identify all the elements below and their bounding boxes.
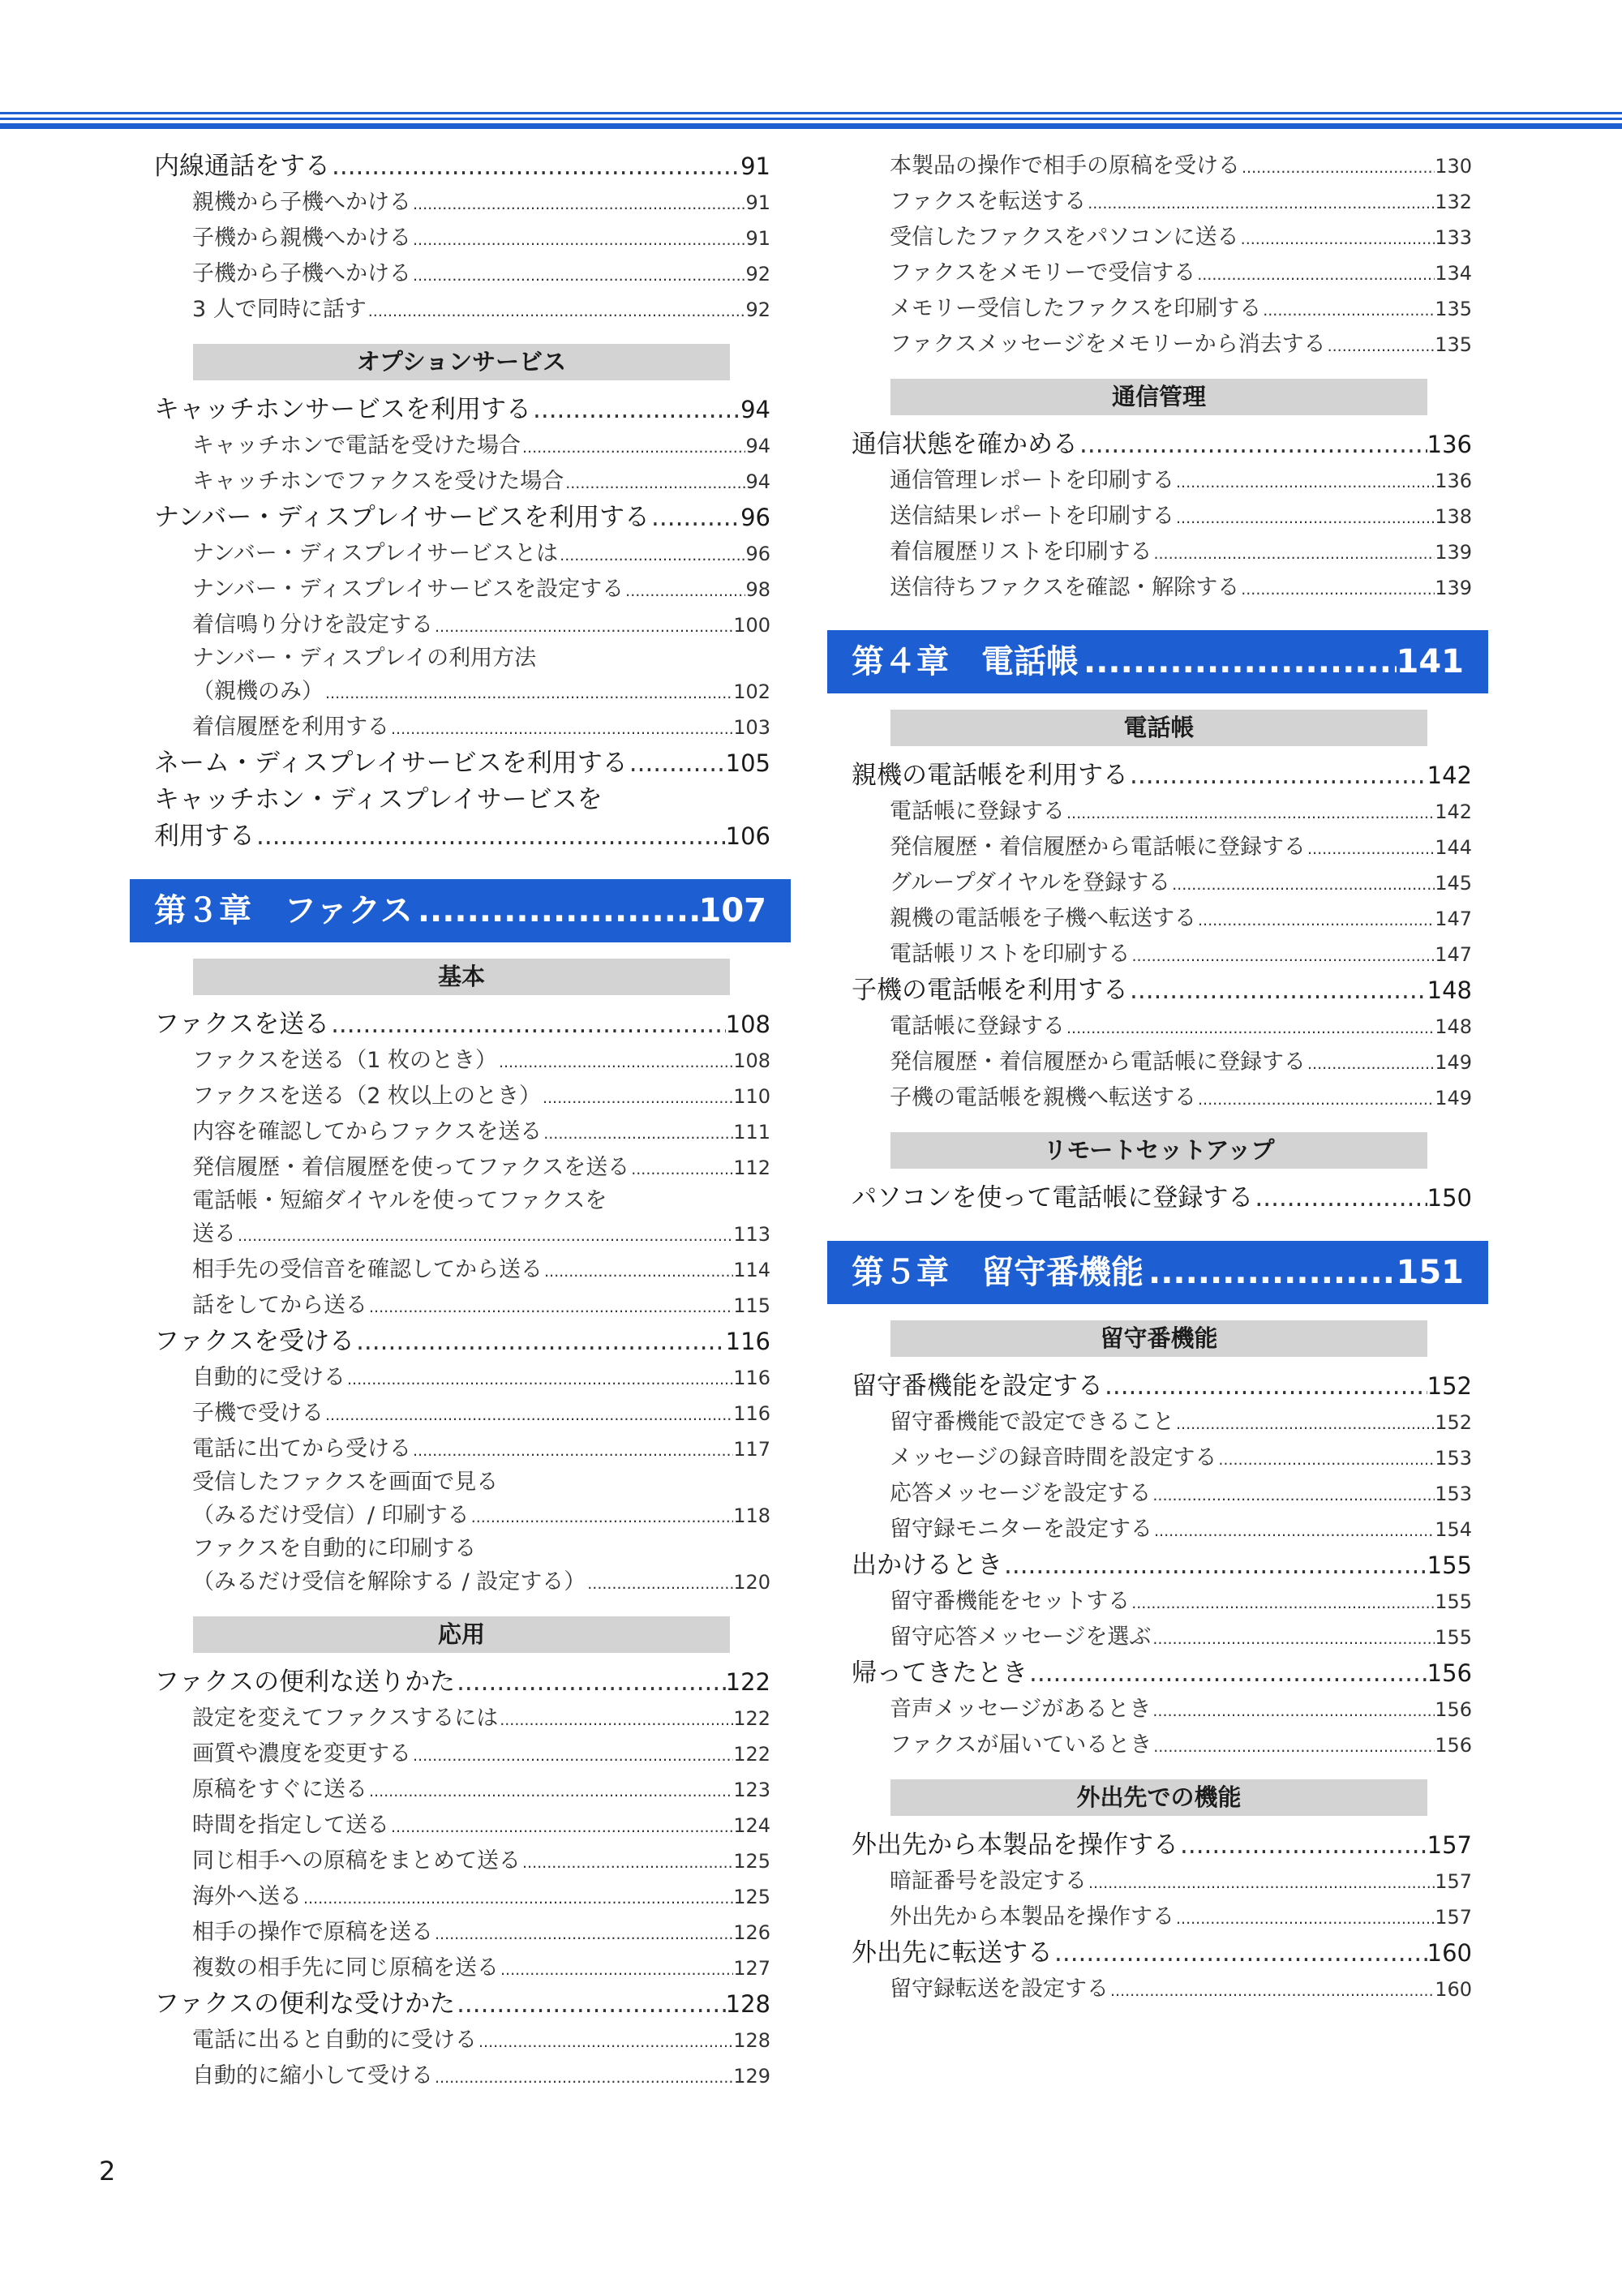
toc-subentry[interactable]: （みるだけ受信を解除する / 設定する） ..... 120 bbox=[154, 1564, 770, 1600]
toc-subentry[interactable]: 送信結果レポートを印刷する ..... 138 bbox=[852, 499, 1472, 534]
header-rule-thin-1 bbox=[0, 112, 1622, 114]
chapter-title: 第３章 ファクス bbox=[154, 892, 413, 929]
toc-subentry[interactable]: メモリー受信したファクスを印刷する ..... 135 bbox=[852, 291, 1472, 327]
toc-subentry[interactable]: ナンバー・ディスプレイサービスを設定する ..... 98 bbox=[154, 572, 770, 607]
toc-subentry[interactable]: 本製品の操作で相手の原稿を受ける ..... 130 bbox=[852, 148, 1472, 184]
toc-subentry[interactable]: 電話帳リストを印刷する ..... 147 bbox=[852, 937, 1472, 972]
toc-entry[interactable]: 外出先に転送する ..... 160 bbox=[852, 1935, 1472, 1972]
section-heading: 留守番機能 bbox=[890, 1320, 1427, 1357]
toc-subentry[interactable]: 内容を確認してからファクスを送る ..... 111 bbox=[154, 1114, 770, 1150]
toc-subentry[interactable]: 暗証番号を設定する ..... 157 bbox=[852, 1864, 1472, 1899]
toc-subentry[interactable]: 通信管理レポートを印刷する ..... 136 bbox=[852, 463, 1472, 499]
chapter-title: 第４章 電話帳 bbox=[852, 643, 1079, 680]
toc-subentry[interactable]: 画質や濃度を変更する ..... 122 bbox=[154, 1736, 770, 1772]
toc-subentry[interactable]: 音声メッセージがあるとき ..... 156 bbox=[852, 1692, 1472, 1727]
toc-subentry[interactable]: ファクスをメモリーで受信する ..... 134 bbox=[852, 255, 1472, 291]
toc-subentry[interactable]: メッセージの録音時間を設定する ..... 153 bbox=[852, 1440, 1472, 1476]
toc-subentry[interactable]: （みるだけ受信）/ 印刷する ..... 118 bbox=[154, 1498, 770, 1534]
toc-subentry[interactable]: 子機で受ける ..... 116 bbox=[154, 1396, 770, 1431]
toc-subentry[interactable]: 設定を変えてファクスするには ..... 122 bbox=[154, 1701, 770, 1736]
toc-subentry-line1[interactable]: 受信したファクスを画面で見る bbox=[192, 1470, 499, 1495]
toc-subentry[interactable]: 応答メッセージを設定する ..... 153 bbox=[852, 1476, 1472, 1512]
toc-subentry[interactable]: 複数の相手先に同じ原稿を送る ..... 127 bbox=[154, 1951, 770, 1986]
toc-subentry[interactable]: 話をしてから送る ..... 115 bbox=[154, 1288, 770, 1324]
toc-subentry-line1[interactable]: 電話帳・短縮ダイヤルを使ってファクスを bbox=[192, 1188, 607, 1213]
toc-entry[interactable]: 外出先から本製品を操作する ..... 157 bbox=[852, 1827, 1472, 1864]
toc-subentry[interactable]: 親機の電話帳を子機へ転送する ..... 147 bbox=[852, 901, 1472, 937]
toc-subentry[interactable]: （親機のみ） ..... 102 bbox=[154, 674, 770, 710]
toc-subentry[interactable]: 留守録モニターを設定する ..... 154 bbox=[852, 1512, 1472, 1547]
toc-subentry[interactable]: 電話に出てから受ける ..... 117 bbox=[154, 1431, 770, 1467]
toc-right-column bbox=[852, 148, 1472, 2007]
toc-subentry[interactable]: 送る ..... 113 bbox=[154, 1217, 770, 1252]
toc-entry[interactable]: 留守番機能を設定する ..... 152 bbox=[852, 1368, 1472, 1405]
toc-subentry[interactable]: ファクスを送る（1 枚のとき） ..... 108 bbox=[154, 1043, 770, 1079]
toc-subentry[interactable]: 電話帳に登録する ..... 148 bbox=[852, 1009, 1472, 1045]
toc-subentry[interactable]: 送信待ちファクスを確認・解除する ..... 139 bbox=[852, 570, 1472, 606]
toc-entry[interactable]: ファクスを受ける ..... 116 bbox=[154, 1324, 770, 1360]
toc-entry[interactable]: 内線通話をする ..... 91 bbox=[154, 148, 770, 185]
chapter-title: 第５章 留守番機能 bbox=[852, 1254, 1144, 1291]
chapter-banner[interactable] bbox=[130, 879, 791, 942]
toc-subentry[interactable]: 留守録転送を設定する ..... 160 bbox=[852, 1972, 1472, 2007]
toc-subentry[interactable]: 子機の電話帳を親機へ転送する ..... 149 bbox=[852, 1080, 1472, 1116]
toc-subentry[interactable]: 留守応答メッセージを選ぶ ..... 155 bbox=[852, 1620, 1472, 1655]
toc-subentry[interactable]: 相手の操作で原稿を送る ..... 126 bbox=[154, 1915, 770, 1951]
section-heading: 電話帳 bbox=[890, 710, 1427, 746]
toc-entry[interactable]: 子機の電話帳を利用する ..... 148 bbox=[852, 972, 1472, 1009]
toc-entry[interactable]: キャッチホンサービスを利用する ..... 94 bbox=[154, 392, 770, 428]
toc-entry[interactable]: 利用する ..... 106 bbox=[154, 818, 770, 855]
page-number: 2 bbox=[99, 2156, 116, 2187]
toc-entry-line1[interactable]: キャッチホン・ディスプレイサービスを bbox=[154, 785, 603, 814]
toc-entry[interactable]: ネーム・ディスプレイサービスを利用する ..... 105 bbox=[154, 745, 770, 782]
toc-subentry[interactable]: 子機から子機へかける ..... 92 bbox=[154, 256, 770, 292]
toc-subentry[interactable]: 着信履歴を利用する ..... 103 bbox=[154, 710, 770, 745]
header-rule-thick bbox=[0, 123, 1622, 129]
chapter-banner[interactable] bbox=[827, 630, 1488, 693]
toc-entry[interactable]: ファクスを送る ..... 108 bbox=[154, 1006, 770, 1043]
toc-left-column bbox=[154, 148, 770, 2094]
toc-entry[interactable]: ナンバー・ディスプレイサービスを利用する ..... 96 bbox=[154, 500, 770, 536]
section-heading: オプションサービス bbox=[193, 344, 730, 380]
toc-subentry[interactable]: 留守番機能をセットする ..... 155 bbox=[852, 1584, 1472, 1620]
chapter-page: 107 bbox=[698, 892, 766, 929]
toc-subentry[interactable]: 自動的に縮小して受ける ..... 129 bbox=[154, 2058, 770, 2094]
toc-subentry[interactable]: 着信鳴り分けを設定する ..... 100 bbox=[154, 607, 770, 643]
toc-subentry[interactable]: 同じ相手への原稿をまとめて送る ..... 125 bbox=[154, 1843, 770, 1879]
toc-subentry[interactable]: 留守番機能で設定できること ..... 152 bbox=[852, 1405, 1472, 1440]
chapter-page: 151 bbox=[1396, 1254, 1464, 1291]
toc-subentry[interactable]: 相手先の受信音を確認してから送る ..... 114 bbox=[154, 1252, 770, 1288]
toc-subentry[interactable]: 3 人で同時に話す ..... 92 bbox=[154, 292, 770, 328]
section-heading: リモートセットアップ bbox=[890, 1132, 1427, 1169]
toc-entry[interactable]: 出かけるとき ..... 155 bbox=[852, 1547, 1472, 1584]
toc-entry[interactable]: ファクスの便利な送りかた ..... 122 bbox=[154, 1664, 770, 1701]
toc-entry[interactable]: パソコンを使って電話帳に登録する ..... 150 bbox=[852, 1180, 1472, 1217]
toc-subentry[interactable]: グループダイヤルを登録する ..... 145 bbox=[852, 865, 1472, 901]
toc-subentry[interactable]: 時間を指定して送る ..... 124 bbox=[154, 1808, 770, 1843]
toc-subentry[interactable]: 海外へ送る ..... 125 bbox=[154, 1879, 770, 1915]
section-heading: 外出先での機能 bbox=[890, 1779, 1427, 1816]
toc-subentry[interactable]: 電話帳に登録する ..... 142 bbox=[852, 794, 1472, 830]
toc-subentry[interactable]: 外出先から本製品を操作する ..... 157 bbox=[852, 1899, 1472, 1935]
section-heading: 基本 bbox=[193, 959, 730, 995]
section-heading: 通信管理 bbox=[890, 379, 1427, 415]
toc-subentry[interactable]: 発信履歴・着信履歴から電話帳に登録する ..... 149 bbox=[852, 1045, 1472, 1080]
toc-subentry[interactable]: ファクスを転送する ..... 132 bbox=[852, 184, 1472, 220]
toc-subentry[interactable]: キャッチホンでファクスを受けた場合 ..... 94 bbox=[154, 464, 770, 500]
toc-subentry-line1[interactable]: ファクスを自動的に印刷する bbox=[192, 1536, 477, 1561]
toc-subentry[interactable]: ファクスが届いているとき ..... 156 bbox=[852, 1727, 1472, 1763]
toc-subentry-line1[interactable]: ナンバー・ディスプレイの利用方法 bbox=[192, 646, 537, 671]
toc-entry[interactable]: 通信状態を確かめる ..... 136 bbox=[852, 427, 1472, 463]
chapter-page: 141 bbox=[1396, 643, 1464, 680]
toc-subentry[interactable]: ファクスを送る（2 枚以上のとき） ..... 110 bbox=[154, 1079, 770, 1114]
toc-subentry[interactable]: キャッチホンで電話を受けた場合 ..... 94 bbox=[154, 428, 770, 464]
header-rule-thin-2 bbox=[0, 118, 1622, 120]
toc-subentry[interactable]: ファクスメッセージをメモリーから消去する ..... 135 bbox=[852, 327, 1472, 363]
toc-subentry[interactable]: 子機から親機へかける ..... 91 bbox=[154, 221, 770, 256]
toc-entry[interactable]: ファクスの便利な受けかた ..... 128 bbox=[154, 1986, 770, 2023]
chapter-banner[interactable] bbox=[827, 1241, 1488, 1304]
toc-subentry[interactable]: 受信したファクスをパソコンに送る ..... 133 bbox=[852, 220, 1472, 255]
toc-entry[interactable]: 親機の電話帳を利用する ..... 142 bbox=[852, 757, 1472, 794]
toc-subentry[interactable]: 自動的に受ける ..... 116 bbox=[154, 1360, 770, 1396]
toc-subentry[interactable]: 親機から子機へかける ..... 91 bbox=[154, 185, 770, 221]
toc-entry[interactable]: 帰ってきたとき ..... 156 bbox=[852, 1655, 1472, 1692]
toc-subentry[interactable]: 原稿をすぐに送る ..... 123 bbox=[154, 1772, 770, 1808]
toc-subentry[interactable]: 着信履歴リストを印刷する ..... 139 bbox=[852, 534, 1472, 570]
section-heading: 応用 bbox=[193, 1616, 730, 1653]
toc-subentry[interactable]: 発信履歴・着信履歴から電話帳に登録する ..... 144 bbox=[852, 830, 1472, 865]
toc-subentry[interactable]: 発信履歴・着信履歴を使ってファクスを送る ..... 112 bbox=[154, 1150, 770, 1186]
toc-subentry[interactable]: ナンバー・ディスプレイサービスとは ..... 96 bbox=[154, 536, 770, 572]
toc-subentry[interactable]: 電話に出ると自動的に受ける ..... 128 bbox=[154, 2023, 770, 2058]
